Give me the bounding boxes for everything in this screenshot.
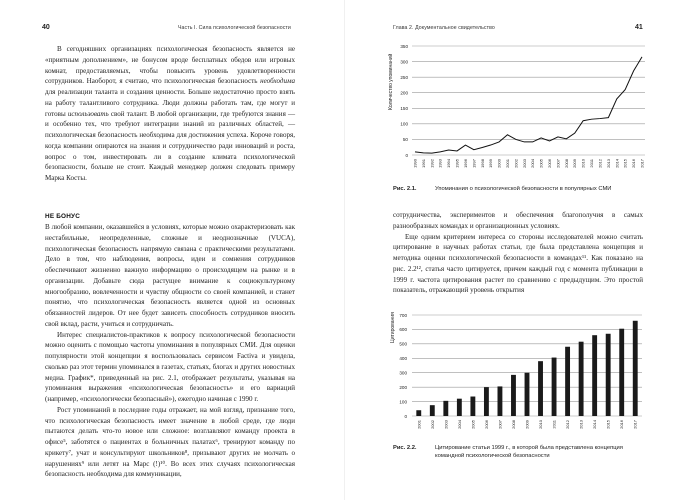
svg-text:1999: 1999 xyxy=(488,159,494,168)
bar-chart-citations xyxy=(380,305,650,440)
svg-text:2008: 2008 xyxy=(510,420,516,429)
svg-text:2009: 2009 xyxy=(572,159,578,168)
svg-text:2014: 2014 xyxy=(592,420,598,429)
figure-caption xyxy=(393,444,643,460)
y-axis-label: Цитирования xyxy=(390,312,396,343)
svg-text:2011: 2011 xyxy=(589,159,595,168)
svg-text:400: 400 xyxy=(399,356,407,362)
svg-text:500: 500 xyxy=(399,341,407,347)
svg-text:700: 700 xyxy=(399,312,407,318)
y-axis-label: Количество упоминаний xyxy=(388,53,394,110)
text: В сегодняшних организациях психологическая безопасность является не «приятным дополнением», не бонусом вроде бесплатных обедов или игровых комнат, предоставляемых, чтобы повысить уровень удовлетворенности сотрудников. Наоборот, я считаю, что психологическая безопасность xyxy=(45,45,295,86)
svg-text:2001: 2001 xyxy=(416,420,422,429)
figure-label: Рис. 2.2. xyxy=(393,445,417,451)
svg-text:2003: 2003 xyxy=(521,159,527,168)
svg-text:2006: 2006 xyxy=(547,159,553,168)
svg-text:2006: 2006 xyxy=(483,420,489,429)
svg-text:2002: 2002 xyxy=(429,420,435,429)
svg-text:200: 200 xyxy=(399,384,407,390)
running-head: Глава 2. Документальное свидетельство xyxy=(393,25,495,31)
italic-text: необходима xyxy=(260,77,295,86)
page-number: 41 xyxy=(635,24,643,31)
svg-text:1993: 1993 xyxy=(437,159,443,168)
running-head: Часть I. Сила психологической безопасности xyxy=(178,25,291,31)
svg-text:2015: 2015 xyxy=(622,159,628,168)
svg-text:2012: 2012 xyxy=(565,420,571,429)
svg-text:0: 0 xyxy=(405,152,408,158)
svg-text:2010: 2010 xyxy=(580,159,586,168)
line-chart-svg xyxy=(380,38,650,178)
svg-text:2016: 2016 xyxy=(631,159,637,168)
paragraph: В любой компании, оказавшейся в условиях, которые можно охарактеризовать как нестабильные, неопределенные, сложные и неоднозначные (VUCA), психологическая безопасность напрямую связана с практическими результатами. Дело в том, что наблюдения, вопросы, идеи и сомнения сотрудников обеспечивают жизненно важную информацию о происходящем на рынке и в организации. Добавьте сюда растущее внимание к социокультурному многообразию, вовлеченности и чувству общности со своей компанией, и станет понятно, что психологическая безопасность является одной из основных обязанностей лидеров. От нее будет зависеть способность сотрудников вносить свой вклад, расти, учиться и сотрудничать. xyxy=(45,223,295,328)
paragraph: Интерес специалистов-практиков к вопросу психологической безопасности можно оценить с помощью частоты упоминания в популярных СМИ. Для оценки популярности этой концепции я воспользовалась сервисом Factiva и увидела, сколько раз этот термин упоминался в газетах, статьях, блогах и других новостных медиа. График*, приведенный на рис. 2.1, отображает результаты, указывая на упоминания выражения «психологическая безопасность» и его вариаций (например, «психологически безопасный»), ежегодно начиная с 1990 г. xyxy=(45,330,295,403)
svg-text:2014: 2014 xyxy=(614,159,620,168)
bar-chart-svg xyxy=(380,305,650,440)
paragraph: Рост упоминаний в последние годы отражает, на мой взгляд, признание того, что психологическая безопасность имеет значение в любой среде, где люди пытаются делать что-то новое или сложное: возглавляют команду проекта в офисе⁵, заботятся о пациентах в больничных палатах⁶, тренируют команду по крикету⁷, учат и консультируют школьников⁸, призывают других не молчать о нарушениях⁹ или летят на Марс (!)¹⁰. Во всех этих случаях психологическая безопасность необходима для коммуникации, xyxy=(45,405,295,479)
figure-caption xyxy=(393,185,653,193)
svg-text:2002: 2002 xyxy=(513,159,519,168)
svg-text:2008: 2008 xyxy=(563,159,569,168)
paragraph: сотрудничества, экспериментов и обеспечения благополучия в самых разнообразных командах и организационных условиях. xyxy=(393,211,643,230)
svg-text:1995: 1995 xyxy=(454,159,460,168)
svg-text:1998: 1998 xyxy=(479,159,485,168)
page-number: 40 xyxy=(42,24,50,31)
svg-text:2003: 2003 xyxy=(443,420,449,429)
svg-text:1990: 1990 xyxy=(412,159,418,168)
svg-text:0: 0 xyxy=(404,413,407,419)
svg-text:350: 350 xyxy=(400,43,408,49)
svg-text:2001: 2001 xyxy=(504,159,510,168)
svg-text:250: 250 xyxy=(400,74,408,80)
svg-text:2017: 2017 xyxy=(632,420,638,429)
svg-text:2010: 2010 xyxy=(538,420,544,429)
line-chart-mentions xyxy=(380,38,650,178)
section-heading: НЕ БОНУС xyxy=(45,213,81,220)
svg-text:2017: 2017 xyxy=(639,159,645,168)
figure-caption-text: Упоминания о психологической безопасности в популярных СМИ xyxy=(435,186,612,192)
svg-text:1992: 1992 xyxy=(429,159,435,168)
svg-text:2007: 2007 xyxy=(497,420,503,429)
figure-caption-text: Цитирование статьи 1999 г., в которой была представлена концепция командной психологической безопасности xyxy=(435,445,623,459)
svg-text:2015: 2015 xyxy=(605,420,611,429)
body-text-block-1 xyxy=(45,44,295,184)
body-text-block-2 xyxy=(45,222,295,480)
svg-text:1996: 1996 xyxy=(462,159,468,168)
svg-text:300: 300 xyxy=(399,370,407,376)
svg-text:2004: 2004 xyxy=(456,420,462,429)
svg-text:2012: 2012 xyxy=(597,159,603,168)
svg-text:2009: 2009 xyxy=(524,420,530,429)
body-text-block-3 xyxy=(393,210,643,296)
svg-text:1991: 1991 xyxy=(420,159,426,168)
svg-text:150: 150 xyxy=(400,106,408,112)
svg-text:2000: 2000 xyxy=(496,159,502,168)
text: свой талант. В любой организации, где требуются знания — и особенно тех, что требуют интеграции знаний из различных областей, — психологическая безопасность необходима для достижения успеха. Короче говоря, когда компании опираются на знания и сотрудничество ради инноваций и роста, вопрос о том, инвестировать ли в создание климата психологической безопасности, больше не стоит. Каждый менеджер должен следовать примеру Марка Косты. xyxy=(45,109,296,182)
svg-text:2016: 2016 xyxy=(619,420,625,429)
svg-text:1997: 1997 xyxy=(471,159,477,168)
svg-text:2013: 2013 xyxy=(605,159,611,168)
svg-text:2007: 2007 xyxy=(555,159,561,168)
svg-text:300: 300 xyxy=(400,59,408,65)
paragraph xyxy=(45,44,295,184)
svg-text:2013: 2013 xyxy=(578,420,584,429)
right-page xyxy=(345,0,689,500)
svg-text:2005: 2005 xyxy=(538,159,544,168)
svg-text:2011: 2011 xyxy=(551,420,557,429)
text: для реализации таланта и создания ценности. Больше недостаточно просто взять на работу талантливого сотрудника. Люди должны работать там, где могут и готовы xyxy=(45,88,295,118)
svg-text:200: 200 xyxy=(400,90,408,96)
svg-text:50: 50 xyxy=(402,137,408,143)
italic-text: использовать xyxy=(67,109,109,118)
paragraph: Еще одним критерием интереса со стороны исследователей можно считать цитирование в научных работах статьи, где была представлена концепция и методика оценки психологической безопасности в командах¹¹. Как показано на рис. 2.2¹², статья часто цитируется, причем каждый год с момента публикации в 1999 г. частота цитирования растет по сравнению с предыдущим. Это простой показатель, отражающий уровень открытия xyxy=(393,232,643,295)
svg-text:2005: 2005 xyxy=(470,420,476,429)
svg-text:100: 100 xyxy=(399,399,407,405)
svg-text:100: 100 xyxy=(400,121,408,127)
svg-text:600: 600 xyxy=(399,327,407,333)
figure-label: Рис. 2.1. xyxy=(393,186,417,192)
svg-text:1994: 1994 xyxy=(446,159,452,168)
svg-text:2004: 2004 xyxy=(530,159,536,168)
